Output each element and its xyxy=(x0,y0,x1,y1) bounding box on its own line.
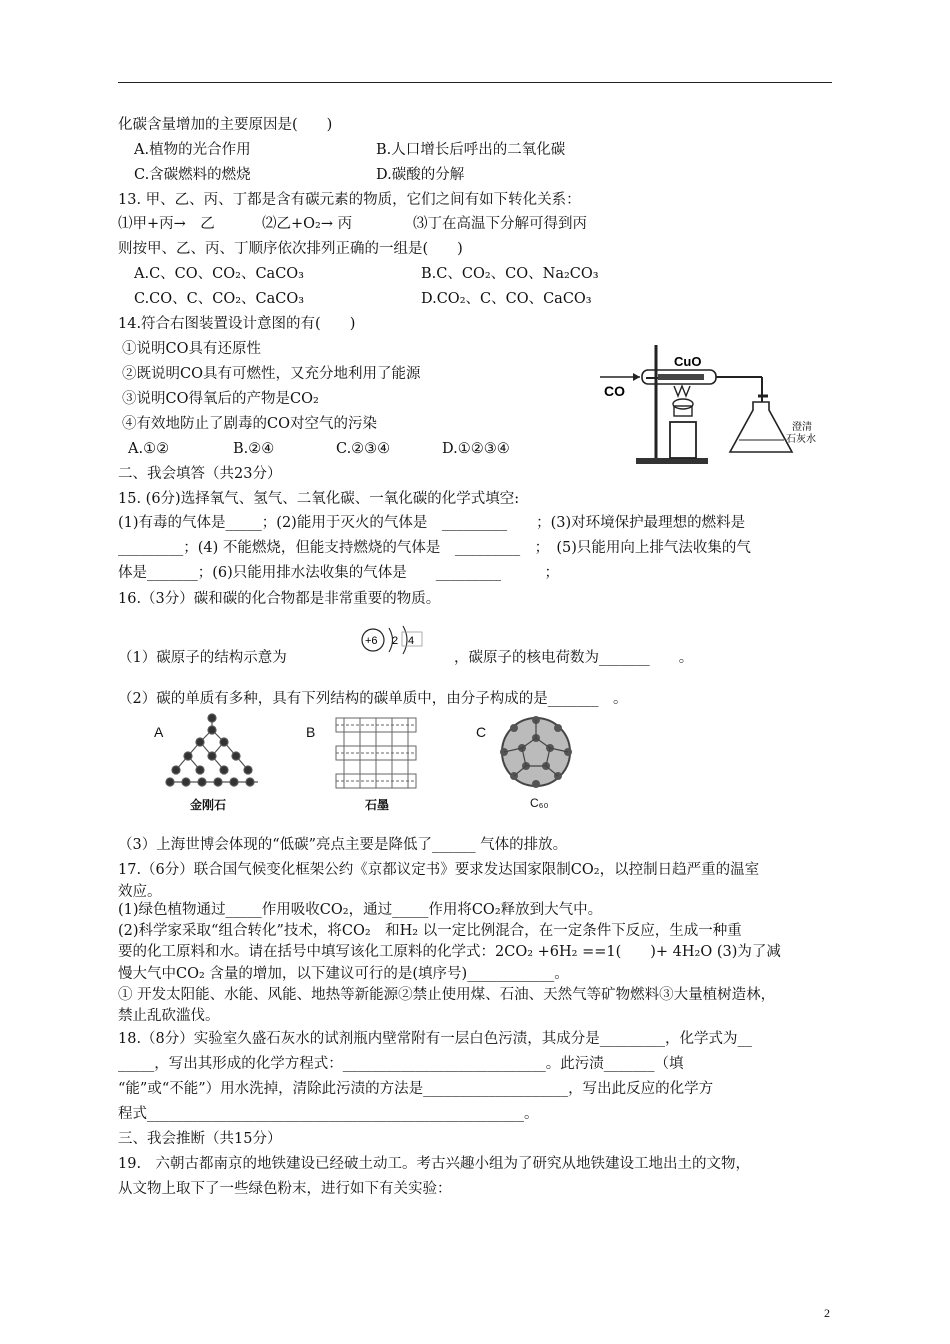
q15-line-4: 体是_______；(6)只能用排水法收集的气体是 _________ ； xyxy=(118,565,560,581)
graphite-structure xyxy=(330,712,422,794)
q18-line-4: 程式____________________________________________________。 xyxy=(118,1106,539,1122)
nucleus-charge: +6 xyxy=(365,635,378,647)
figure-letter-b: B xyxy=(306,724,316,740)
cuo-powder xyxy=(658,374,704,380)
q18-line-2: _____，写出其形成的化学方程式：____________________________。此污渍_______（填 xyxy=(118,1056,684,1072)
flame xyxy=(674,386,690,396)
q16-part-1-b: ，碳原子的核电荷数为_______ 。 xyxy=(454,650,694,666)
q14-option-b: B.②④ xyxy=(233,441,275,457)
q14-option-d: D.①②③④ xyxy=(442,441,510,457)
q13-relation-1: ⑴甲+丙→ 乙 xyxy=(118,216,215,232)
c60-structure xyxy=(496,712,576,792)
q16-part-1-a: （1）碳原子的结构示意为 xyxy=(118,650,287,666)
q14-item-3: ③说明CO得氧后的产物是CO₂ xyxy=(122,391,319,407)
section-3-heading: 三、我会推断（共15分） xyxy=(118,1131,282,1147)
q13-relation-3: ⑶丁在高温下分解可得到丙 xyxy=(413,216,587,232)
q15-line-2: (1)有毒的气体是_____；(2)能用于灭火的气体是 _________ ；(3)对环境保护最理想的燃料是 xyxy=(118,515,746,531)
c60-label: C₆₀ xyxy=(530,796,549,810)
q17-line-6: 慢大气中CO₂ 含量的增加，以下建议可行的是(填序号)____________。 xyxy=(118,966,569,982)
conical-flask xyxy=(730,402,792,452)
diamond-structure xyxy=(160,712,270,796)
q14-option-c: C.②③④ xyxy=(336,441,391,457)
q12-option-a: A.植物的光合作用 xyxy=(134,142,251,158)
q14-stem: 14.符合右图装置设计意图的有( ) xyxy=(118,316,356,332)
q12-tail: 化碳含量增加的主要原因是( ) xyxy=(118,117,333,133)
q16-part-3: （3）上海世博会体现的“低碳”亮点主要是降低了______ 气体的排放。 xyxy=(118,837,568,853)
carbon-atom-diagram xyxy=(356,622,428,662)
page-number: 2 xyxy=(824,1306,830,1320)
q17-line-4: (2)科学家采取“组合转化”技术，将CO₂ 和H₂ 以一定比例混合，在一定条件下反应，生成一种重 xyxy=(118,923,742,939)
apparatus-figure xyxy=(596,340,828,468)
q13-stem: 13. 甲、乙、丙、丁都是含有碳元素的物质，它们之间有如下转化关系： xyxy=(118,192,581,208)
q12-option-c: C.含碳燃料的燃烧 xyxy=(134,167,251,183)
cuo-label: CuO xyxy=(674,354,702,369)
diamond-label: 金刚石 xyxy=(190,798,227,812)
q17-line-2: 效应。 xyxy=(118,884,162,900)
q17-line-3: (1)绿色植物通过_____作用吸收CO₂，通过_____作用将CO₂释放到大气中。 xyxy=(118,902,603,918)
q16-part-2: （2）碳的单质有多种，具有下列结构的碳单质中，由分子构成的是_______ 。 xyxy=(118,691,628,707)
lime-label-1: 澄清 xyxy=(792,422,812,433)
q17-line-8: 禁止乱砍滥伐。 xyxy=(118,1008,220,1024)
q16-stem: 16.（3分）碳和碳的化合物都是非常重要的物质。 xyxy=(118,591,441,607)
co-label: CO xyxy=(604,383,625,399)
q12-option-d: D.碳酸的分解 xyxy=(376,167,465,183)
q14-item-2: ②既说明CO具有可燃性，又充分地利用了能源 xyxy=(122,366,421,382)
section-2-heading: 二、我会填答（共23分） xyxy=(118,466,282,482)
q19-line-2: 从文物上取下了一些绿色粉末，进行如下有关实验： xyxy=(118,1181,452,1197)
q15-line-1: 15. (6分)选择氧气、氢气、二氧化碳、一氧化碳的化学式填空: xyxy=(118,491,520,507)
graphite-label: 石墨 xyxy=(365,798,390,812)
q13-option-b: B.C、CO₂、CO、Na₂CO₃ xyxy=(421,266,599,282)
q18-line-1: 18.（8分）实验室久盛石灰水的试剂瓶内壁常附有一层白色污渍，其成分是_________，化学式为__ xyxy=(118,1031,753,1047)
q14-item-1: ①说明CO具有还原性 xyxy=(122,341,261,357)
q13-option-c: C.CO、C、CO₂、CaCO₃ xyxy=(134,291,305,307)
q17-line-1: 17.（6分）联合国气候变化框架公约《京都议定书》要求发达国家限制CO₂，以控制日趋严重的温室 xyxy=(118,862,760,878)
q17-line-7: ① 开发太阳能、水能、风能、地热等新能源②禁止使用煤、石油、天然气等矿物燃料③大量植树造林， xyxy=(118,987,776,1003)
figure-letter-c: C xyxy=(476,724,487,740)
q18-line-3: “能”或“不能”）用水洗掉，清除此污渍的方法是____________________，写出此反应的化学方 xyxy=(118,1081,714,1097)
q19-line-1: 19. 六朝古都南京的地铁建设已经破土动工。考古兴趣小组为了研究从地铁建设工地出土的文物， xyxy=(118,1156,751,1172)
q17-line-5: 要的化工原料和水。请在括号中填写该化工原料的化学式：2CO₂ +6H₂ ==1( )+ 4H₂O (3)为了减 xyxy=(118,944,781,960)
electron-shell-1: 2 xyxy=(392,635,399,647)
q13-option-a: A.C、CO、CO₂、CaCO₃ xyxy=(134,266,304,282)
figure-letter-a: A xyxy=(154,724,164,740)
burner-body xyxy=(670,422,696,458)
q13-option-d: D.CO₂、C、CO、CaCO₃ xyxy=(421,291,592,307)
q13-ask: 则按甲、乙、丙、丁顺序依次排列正确的一组是( ) xyxy=(118,241,463,257)
q12-option-b: B.人口增长后呼出的二氧化碳 xyxy=(376,142,566,158)
q15-line-3: _________；(4) 不能燃烧，但能支持燃烧的气体是 _________ ； (5)只能用向上排气法收集的气 xyxy=(118,540,751,556)
q14-item-4: ④有效地防止了剧毒的CO对空气的污染 xyxy=(122,416,377,432)
lime-label-2: 石灰水 xyxy=(786,434,816,445)
header-rule xyxy=(118,82,832,83)
electron-shell-2: 4 xyxy=(408,635,415,647)
q13-relation-2: ⑵乙+O₂→ 丙 xyxy=(262,216,353,232)
q14-option-a: A.①② xyxy=(128,441,170,457)
